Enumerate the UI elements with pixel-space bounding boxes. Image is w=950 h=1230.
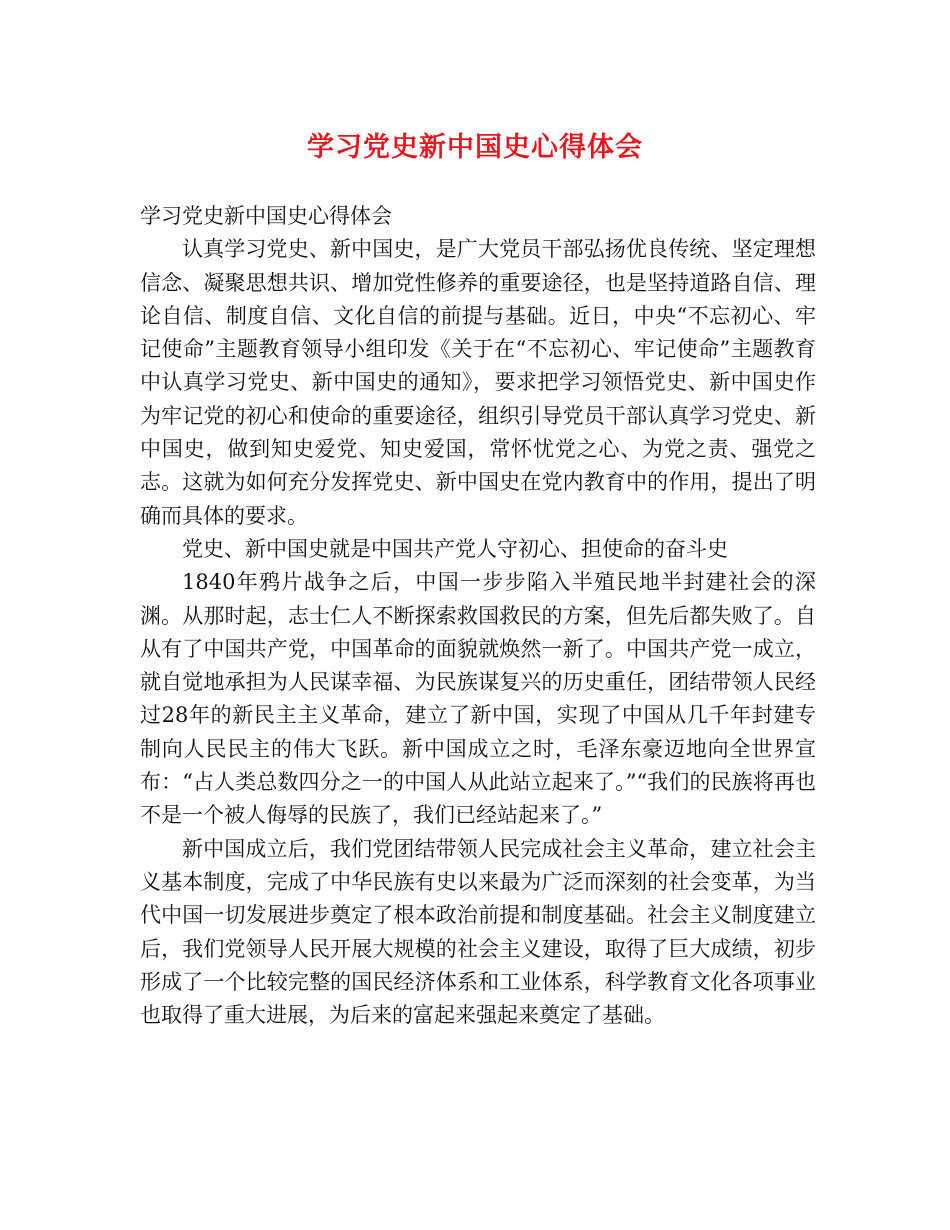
paragraph: 认真学习党史、新中国史，是广大党员干部弘扬优良传统、坚定理想信念、凝聚思想共识、增加党性修养的重要途径，也是坚持道路自信、理论自信、制度自信、文化自信的前提与基础。近日，中央“不忘初心、牢记使命”主题教育领导小组印发《关于在“不忘初心、牢记使命”主题教育中认真学习党史、新中国史的通知》，要求把学习领悟党史、新中国史作为牢记党的初心和使命的重要途径，组织引导党员干部认真学习党史、新中国史，做到知史爱党、知史爱国，常怀忧党之心、为党之责、强党之志。这就为如何充分发挥党史、新中国史在党内教育中的作用，提出了明确而具体的要求。 (140, 237, 816, 528)
paragraph: 新中国成立后，我们党团结带领人民完成社会主义革命，建立社会主义基本制度，完成了中华民族有史以来最为广泛而深刻的社会变革，为当代中国一切发展进步奠定了根本政治前提和制度基础。社会主义制度建立后，我们党领导人民开展大规模的社会主义建设，取得了巨大成绩，初步形成了一个比较完整的国民经济体系和工业体系，科学教育文化各项事业也取得了重大进展，为后来的富起来强起来奠定了基础。 (140, 836, 816, 1028)
document-title: 学习党史新中国史心得体会 (307, 132, 643, 163)
section-heading: 党史、新中国史就是中国共产党人守初心、担使命的奋斗史 (182, 536, 728, 561)
document-subtitle: 学习党史新中国史心得体会 (140, 204, 392, 228)
paragraph: 1840年鸦片战争之后，中国一步步陷入半殖民地半封建社会的深渊。从那时起，志士仁人不断探索救国救民的方案，但先后都失败了。自从有了中国共产党，中国革命的面貌就焕然一新了。中国共产党一成立，就自觉地承担为人民谋幸福、为民族谋复兴的历史重任，团结带领人民经过28年的新民主主义革命，建立了新中国，实现了中国从几千年封建专制向人民民主的伟大飞跃。新中国成立之时，毛泽东豪迈地向全世界宣布：“占人类总数四分之一的中国人从此站立起来了。”“我们的民族将再也不是一个被人侮辱的民族了，我们已经站起来了。” (140, 570, 816, 828)
document-body (140, 200, 816, 1032)
